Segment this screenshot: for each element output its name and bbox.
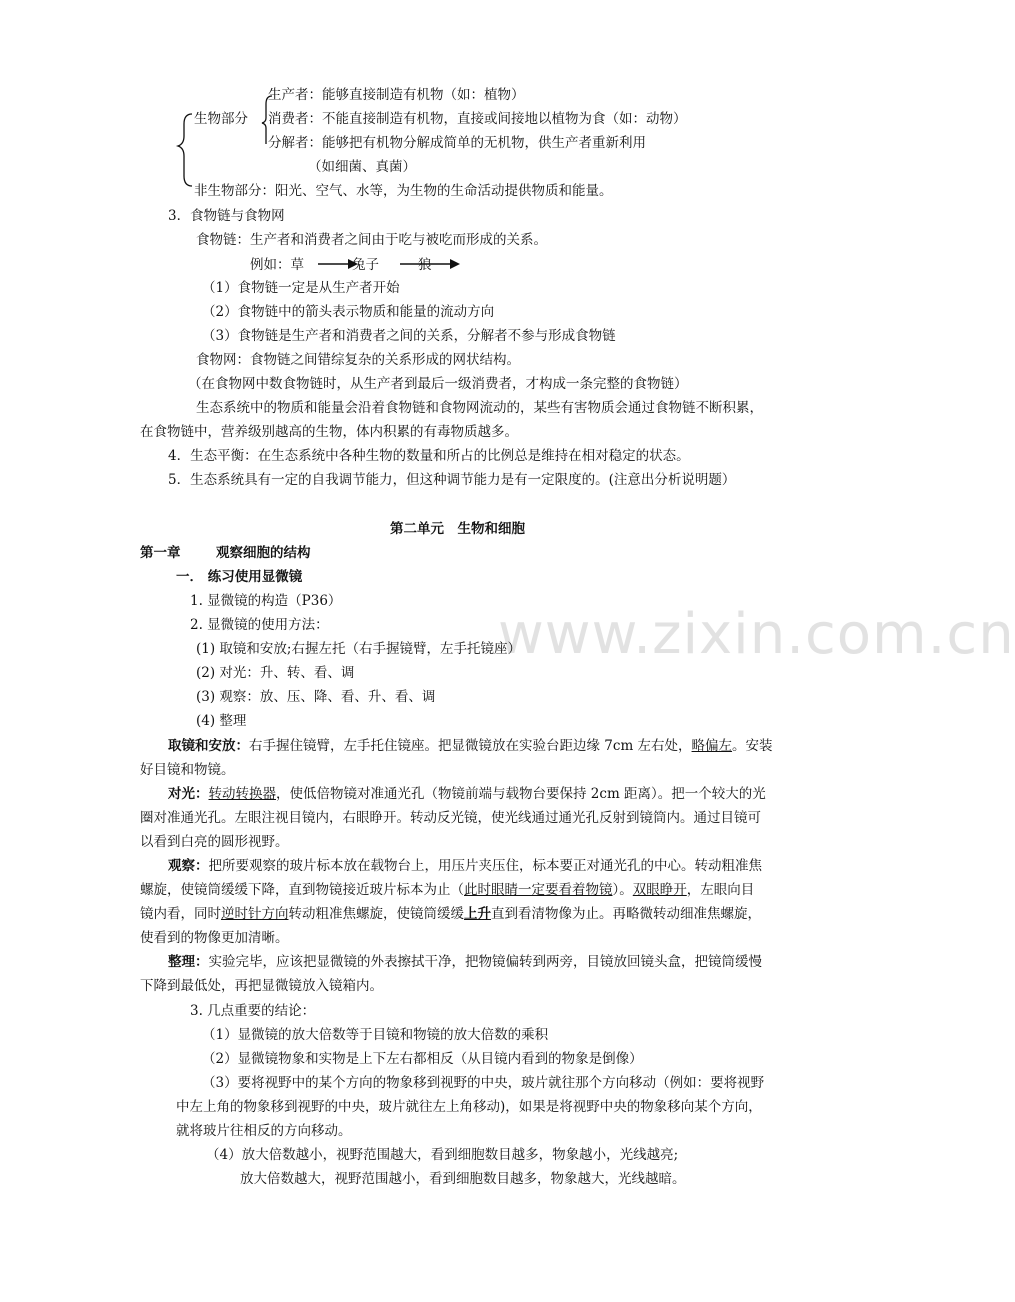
term-label: 取镜和安放： <box>168 738 249 754</box>
paragraph-line: 下降到最低处，再把显微镜放入镜箱内。 <box>140 978 383 994</box>
term-label: 对光： <box>168 786 209 802</box>
conclusion-item: （4）放大倍数越小，视野范围越大，看到细胞数目越多，物象越小，光线越亮; <box>206 1147 679 1163</box>
section-heading: 一． 练习使用显微镜 <box>176 569 303 585</box>
paragraph-line: 生态系统中的物质和能量会沿着食物链和食物网流动的，某些有害物质会通过食物链不断积累， <box>196 400 763 416</box>
paragraph-line: 使看到的物像更加清晰。 <box>140 930 289 946</box>
paragraph-line <box>140 881 754 899</box>
bio-part-label: 生物部分 <box>194 111 248 127</box>
list-item: 2. 显微镜的使用方法： <box>190 617 329 633</box>
emphasis-text: 略偏左 <box>691 738 733 754</box>
body-text: ，使低倍物镜对准通光孔（物镜前端与载物台要保持 2cm 距离）。把一个较大的光 <box>276 786 766 802</box>
food-chain-rabbit: 兔子 <box>352 257 379 273</box>
paragraph-line <box>168 953 762 971</box>
food-chain-example-prefix: 例如：草 <box>250 257 304 273</box>
term-label: 整理： <box>168 954 209 970</box>
body-text: ，左眼向目 <box>686 882 755 898</box>
paragraph-line <box>168 785 766 803</box>
chapter-title: 观察细胞的结构 <box>216 545 311 561</box>
emphasis-text: 逆时针方向 <box>221 906 289 922</box>
note-item: （3）食物链是生产者和消费者之间的关系，分解者不参与形成食物链 <box>202 328 616 344</box>
conclusion-item: （1）显微镜的放大倍数等于目镜和物镜的放大倍数的乘积 <box>202 1027 549 1043</box>
conclusion-item: 就将玻片往相反的方向移动。 <box>176 1123 352 1139</box>
paragraph-line <box>168 857 762 875</box>
conclusion-item: 放大倍数越大，视野范围越小，看到细胞数目越多，物象越大，光线越暗。 <box>240 1171 686 1187</box>
chapter-label: 第一章 <box>140 545 181 561</box>
section-heading: 3．食物链与食物网 <box>168 208 285 224</box>
body-text: 镜内看，同时 <box>140 906 221 922</box>
producer-line: 生产者：能够直接制造有机物（如：植物） <box>268 87 525 103</box>
body-text: 。安装 <box>732 738 773 754</box>
list-item: 3. 几点重要的结论： <box>190 1003 316 1019</box>
list-item: 1. 显微镜的构造（P36） <box>190 593 342 609</box>
watermark: www.zixin.com.cn <box>498 602 1015 667</box>
body-text: 直到看清物像为止。再略微转动细准焦螺旋， <box>491 906 761 922</box>
body-text: 转动粗准焦螺旋，使镜筒缓缓 <box>288 906 464 922</box>
paragraph-line: 在食物链中，营养级别越高的生物，体内积累的有毒物质越多。 <box>140 424 518 440</box>
conclusion-item: 中左上角的物象移到视野的中央，玻片就往左上角移动)，如果是将视野中央的物象移向某个方向， <box>176 1099 762 1115</box>
consumer-line: 消费者：不能直接制造有机物，直接或间接地以植物为食（如：动物） <box>268 111 687 127</box>
body-text: 把所要观察的玻片标本放在载物台上，用压片夹压住，标本要正对通光孔的中心。转动粗准焦 <box>208 858 762 874</box>
food-chain-wolf: 狼 <box>418 257 432 273</box>
food-chain-definition: 食物链：生产者和消费者之间由于吃与被吃而形成的关系。 <box>196 232 547 248</box>
paragraph-line: 圈对准通光孔。左眼注视目镜内，右眼睁开。转动反光镜，使光线通过通光孔反射到镜筒内。通过目镜可 <box>140 810 761 826</box>
unit-title: 第二单元 生物和细胞 <box>390 521 525 537</box>
paragraph-line <box>168 737 773 755</box>
food-web-note: （在食物网中数食物链时，从生产者到最后一级消费者，才构成一条完整的食物链） <box>188 376 688 392</box>
emphasis-text: 转动转换器 <box>208 786 276 802</box>
emphasis-text: 上升 <box>464 906 491 922</box>
food-web-definition: 食物网：食物链之间错综复杂的关系形成的网状结构。 <box>196 352 520 368</box>
body-text: 实验完毕，应该把显微镜的外表擦拭干净，把物镜偏转到两旁，目镜放回镜头盒，把镜筒缓慢 <box>208 954 762 970</box>
note-item: （1）食物链一定是从生产者开始 <box>202 280 400 296</box>
step-item: (1) 取镜和安放;右握左托（右手握镜臂，左手托镜座） <box>196 641 521 657</box>
conclusion-item: （2）显微镜物象和实物是上下左右都相反（从目镜内看到的物象是倒像） <box>202 1051 643 1067</box>
decomposer-line: 分解者：能够把有机物分解成简单的无机物，供生产者重新利用 <box>268 135 646 151</box>
step-item: (4) 整理 <box>196 713 247 729</box>
step-item: (2) 对光：升、转、看、调 <box>196 665 355 681</box>
paragraph-line: 好目镜和物镜。 <box>140 762 235 778</box>
body-text: 右手握住镜臂，左手托住镜座。把显微镜放在实验台距边缘 7cm 左右处， <box>249 738 692 754</box>
ecological-balance: 4．生态平衡：在生态系统中各种生物的数量和所占的比例总是维持在相对稳定的状态。 <box>168 448 690 464</box>
term-label: 观察： <box>168 858 209 874</box>
emphasis-text: 双眼睁开 <box>632 882 687 898</box>
nonbio-line: 非生物部分：阳光、空气、水等，为生物的生命活动提供物质和能量。 <box>194 183 613 199</box>
decomposer-example: （如细菌、真菌） <box>308 159 416 175</box>
paragraph-line <box>140 905 761 923</box>
body-text: 螺旋，使镜筒缓缓下降，直到物镜接近玻片标本为止（ <box>140 882 464 898</box>
emphasis-text: 此时眼睛一定要看着物镜 <box>464 882 613 898</box>
curly-brace-icon <box>176 92 276 196</box>
conclusion-item: （3）要将视野中的某个方向的物象移到视野的中央，玻片就往那个方向移动（例如：要将视野 <box>202 1075 765 1091</box>
step-item: (3) 观察：放、压、降、看、升、看、调 <box>196 689 436 705</box>
self-regulation: 5．生态系统具有一定的自我调节能力，但这种调节能力是有一定限度的。(注意出分析说明题） <box>168 472 736 488</box>
note-item: （2）食物链中的箭头表示物质和能量的流动方向 <box>202 304 495 320</box>
paragraph-line: 以看到白亮的圆形视野。 <box>140 834 289 850</box>
body-text: ）。 <box>612 882 633 898</box>
